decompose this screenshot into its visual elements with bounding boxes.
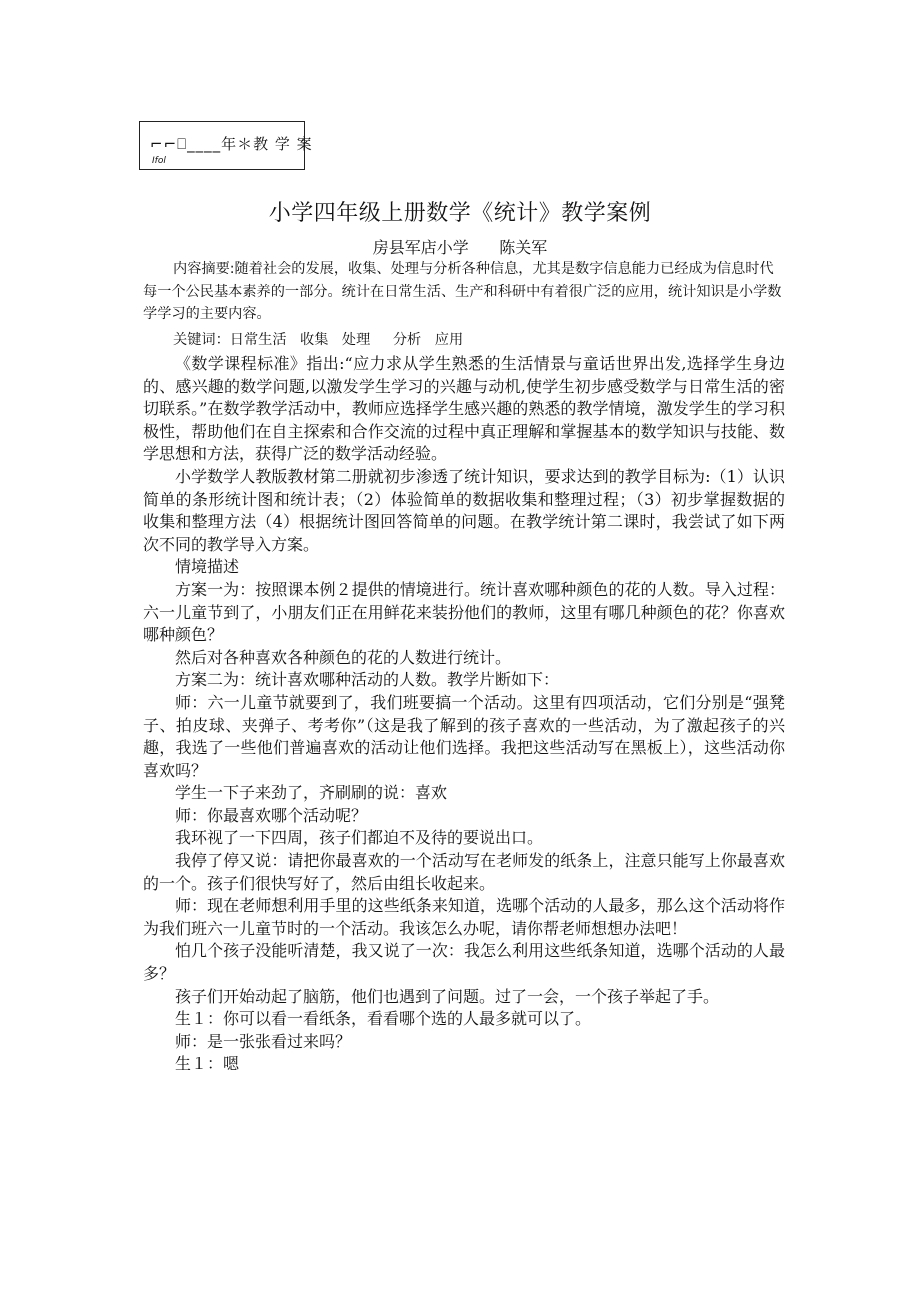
paragraph: 《数学课程标准》指出:“应力求从学生熟悉的生活情景与童话世界出发,选择学生身边的、感兴趣的数学问题,以激发学生学习的兴趣与动机,使学生初步感受数学与日常生活的密切联系。”在数学教学活动中，教师应选择学生感兴趣的熟悉的教学情境，激发学生的学习积极性，帮助他们在自主探索和合作交流的过程中真正理解和掌握基本的数学知识与技能、数学思想和方法，获得广泛的数学活动经验。 xyxy=(143,354,785,464)
section-heading: 情境描述 xyxy=(175,557,240,577)
paragraph: 师：六一儿童节就要到了，我们班要搞一个活动。这里有四项活动，它们分别是“强凳子、拍皮球、夹弹子、考考你”（这是我了解到的孩子喜欢的一些活动，为了激起孩子的兴趣，我选了一些他们普遍喜欢的活动让他们选择。我把这些活动写在黑板上），这些活动你喜欢吗？ xyxy=(143,692,785,780)
author-line: 房县军店小学 陈关军 xyxy=(372,238,548,257)
paragraph: 方案二为：统计喜欢哪种活动的人数。教学片断如下： xyxy=(175,670,560,690)
paragraph: 小学数学人教版教材第二册就初步渗透了统计知识，要求达到的教学目标为:（1）认识简单的条形统计图和统计表；（2）体验简单的数据收集和整理过程；（3）初步掌握数据的收集和整理方法（4）根据统计图回答简单的问题。在教学统计第二课时，我尝试了如下两次不同的教学导入方案。 xyxy=(143,466,785,554)
paragraph: 怕几个孩子没能听清楚，我又说了一次：我怎么利用这些纸条知道，选哪个活动的人最多？ xyxy=(143,941,785,984)
paragraph: 然后对各种喜欢各种颜色的花的人数进行统计。 xyxy=(175,647,512,667)
paragraph: 生１：你可以看一看纸条，看看哪个选的人最多就可以了。 xyxy=(175,1009,592,1029)
abstract: 内容摘要:随着社会的发展，收集、处理与分析各种信息，尤其是数字信息能力已经成为信息时代每一个公民基本素养的一部分。统计在日常生活、生产和科研中有着很广泛的应用，统计知识是小学数学学习的主要内容。 xyxy=(143,261,782,322)
paragraph: 生１：嗯 xyxy=(175,1054,240,1074)
header-box-label: ⌐⌐⎕____年＊教 学 案 xyxy=(150,135,313,153)
keywords: 关键词：日常生活 收集 处理 分析 应用 xyxy=(173,332,464,348)
paragraph: 师：现在老师想利用手里的这些纸条来知道，选哪个活动的人最多，那么这个活动将作为我们班六一儿童节时的一个活动。我该怎么办呢，请你帮老师想想办法吧！ xyxy=(143,896,785,938)
header-box-small-mark: Ifol xyxy=(152,156,166,166)
document-title: 小学四年级上册数学《统计》教学案例 xyxy=(268,201,652,226)
paragraph: 孩子们开始动起了脑筋，他们也遇到了问题。过了一会，一个孩子举起了手。 xyxy=(175,986,720,1006)
paragraph: 我停了停又说：请把你最喜欢的一个活动写在老师发的纸条上，注意只能写上你最喜欢的一个。孩子们很快写好了，然后由组长收起来。 xyxy=(143,851,785,893)
header-box xyxy=(139,121,313,170)
body-text xyxy=(143,353,785,1076)
paragraph: 方案一为：按照课本例２提供的情境进行。统计喜欢哪种颜色的花的人数。导入过程：六一儿童节到了，小朋友们正在用鲜花来装扮他们的教师，这里有哪几种颜色的花？你喜欢哪种颜色？ xyxy=(143,579,785,645)
paragraph: 学生一下子来劲了，齐刷刷的说：喜欢 xyxy=(175,783,448,803)
paragraph: 我环视了一下四周，孩子们都迫不及待的要说出口。 xyxy=(175,828,544,848)
paragraph: 师：是一张张看过来吗？ xyxy=(175,1031,352,1051)
paragraph: 师：你最喜欢哪个活动呢？ xyxy=(175,805,368,825)
